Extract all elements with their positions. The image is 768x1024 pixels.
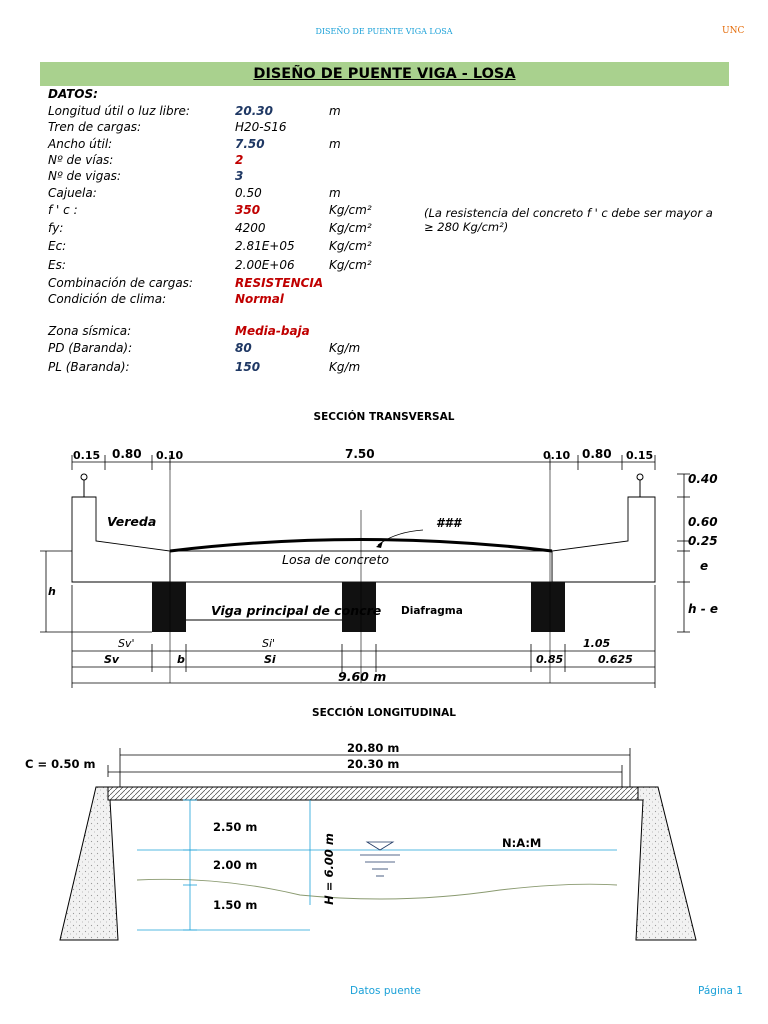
- data-row-unit: Kg/m: [329, 341, 361, 355]
- data-row-label: Tren de cargas:: [48, 120, 142, 134]
- data-row-label: PL (Baranda):: [48, 360, 130, 374]
- data-row-unit: Kg/cm²: [329, 258, 372, 272]
- data-row-unit: m: [329, 186, 341, 200]
- data-row-value: 3: [235, 169, 244, 183]
- data-row-label: Es:: [48, 258, 66, 272]
- data-row-value: 7.50: [235, 137, 265, 151]
- label-nam: N:A:M: [502, 836, 542, 850]
- riverbed-line: [137, 879, 617, 899]
- dim-top-750: 7.50: [345, 447, 375, 461]
- header-title: DISEÑO DE PUENTE VIGA LOSA: [315, 27, 453, 36]
- dim-top-080-left: 0.80: [112, 447, 142, 461]
- data-row-value: 2: [235, 153, 244, 167]
- label-viga: Viga principal de concre: [211, 603, 382, 618]
- data-row-unit: Kg/cm²: [329, 203, 372, 217]
- dim-bottom-0625: 0.625: [598, 653, 633, 666]
- dim-right-025: 0.25: [688, 534, 718, 548]
- dim-top-015-right: 0.15: [626, 449, 654, 462]
- data-row-value: H20-S16: [235, 120, 287, 134]
- longitudinal-section-title: SECCIÓN LONGITUDINAL: [312, 707, 456, 719]
- dim-bottom-085: 0.85: [536, 653, 564, 666]
- right-abutment: [622, 787, 696, 940]
- water-symbol: [360, 842, 400, 876]
- dim-right-040: 0.40: [688, 472, 718, 486]
- label-h-150: 1.50 m: [213, 898, 258, 912]
- label-h-200: 2.00 m: [213, 858, 258, 872]
- data-row-unit: Kg/cm²: [329, 221, 372, 235]
- data-row-label: PD (Baranda):: [48, 341, 133, 355]
- data-row-value: 80: [235, 341, 252, 355]
- dim-right-h-e: h - e: [688, 602, 719, 616]
- dim-total-width: 9.60 m: [338, 669, 387, 684]
- data-row-value: Media-baja: [235, 324, 310, 338]
- dim-top-010-left: 0.10: [156, 449, 184, 462]
- data-row-label: Nº de vías:: [48, 153, 114, 167]
- left-abutment: [60, 787, 131, 940]
- data-row-label: Zona sísmica:: [48, 324, 132, 338]
- concrete-note: (La resistencia del concreto f ' c debe ser mayor a ≥ 280 Kg/cm²): [424, 206, 713, 234]
- dim-bottom-sv: Sv: [104, 653, 120, 666]
- dim-top-010-right: 0.10: [543, 449, 571, 462]
- data-row-unit: m: [329, 104, 341, 118]
- data-row-unit: m: [329, 137, 341, 151]
- data-row-label: Longitud útil o luz libre:: [48, 104, 190, 118]
- data-row-label: fy:: [48, 221, 64, 235]
- data-row-value: 4200: [235, 221, 266, 235]
- label-h: h: [48, 585, 56, 598]
- deck-slab: [108, 787, 638, 800]
- dim-bottom-si: Si: [264, 653, 276, 666]
- data-row-label: Cajuela:: [48, 186, 97, 200]
- label-total-height: H = 6.00 m: [322, 833, 336, 905]
- label-len-2080: 20.80 m: [347, 741, 400, 755]
- data-row-label: f ' c :: [48, 203, 78, 217]
- dim-bottom-b: b: [177, 653, 185, 666]
- data-row-value: Normal: [235, 292, 284, 306]
- dim-bottom-si-prime: Si': [262, 637, 276, 650]
- dim-bottom-105: 1.05: [583, 637, 611, 650]
- label-vereda: Vereda: [107, 514, 157, 529]
- data-row-label: Condición de clima:: [48, 292, 167, 306]
- data-row-value: RESISTENCIA: [235, 276, 324, 290]
- data-row-value: 150: [235, 360, 261, 374]
- data-row-label: Combinación de cargas:: [48, 276, 193, 290]
- dim-right-060: 0.60: [688, 515, 718, 529]
- label-diafragma: Diafragma: [401, 605, 463, 617]
- data-row-value: 350: [235, 203, 261, 217]
- data-row-label: Nº de vigas:: [48, 169, 121, 183]
- data-row-unit: Kg/m: [329, 360, 361, 374]
- data-row-label: Ec:: [48, 239, 67, 253]
- data-row-value: 2.00E+06: [235, 258, 295, 272]
- dim-bottom-sv-prime: Sv': [118, 637, 135, 650]
- dim-top-015-left: 0.15: [73, 449, 101, 462]
- data-row-label: Ancho útil:: [48, 137, 113, 151]
- dim-right-e: e: [700, 559, 709, 573]
- data-row-value: 2.81E+05: [235, 239, 295, 253]
- footer-page-number: Página 1: [698, 985, 743, 997]
- datos-heading: DATOS:: [48, 87, 98, 101]
- data-row-value: 0.50: [235, 186, 262, 200]
- label-losa: Losa de concreto: [282, 552, 390, 567]
- data-row-unit: Kg/cm²: [329, 239, 372, 253]
- data-row-value: 20.30: [235, 104, 273, 118]
- label-c: C = 0.50 m: [25, 757, 96, 771]
- header-institution: UNC: [722, 26, 745, 36]
- dim-top-080-right: 0.80: [582, 447, 612, 461]
- cross-section-title: SECCIÓN TRANSVERSAL: [313, 411, 455, 423]
- label-h-250: 2.50 m: [213, 820, 258, 834]
- footer-sheet-name: Datos puente: [350, 985, 421, 997]
- label-hash: ###: [436, 516, 462, 530]
- label-len-2030: 20.30 m: [347, 757, 400, 771]
- document-title: DISEÑO DE PUENTE VIGA - LOSA: [253, 66, 516, 82]
